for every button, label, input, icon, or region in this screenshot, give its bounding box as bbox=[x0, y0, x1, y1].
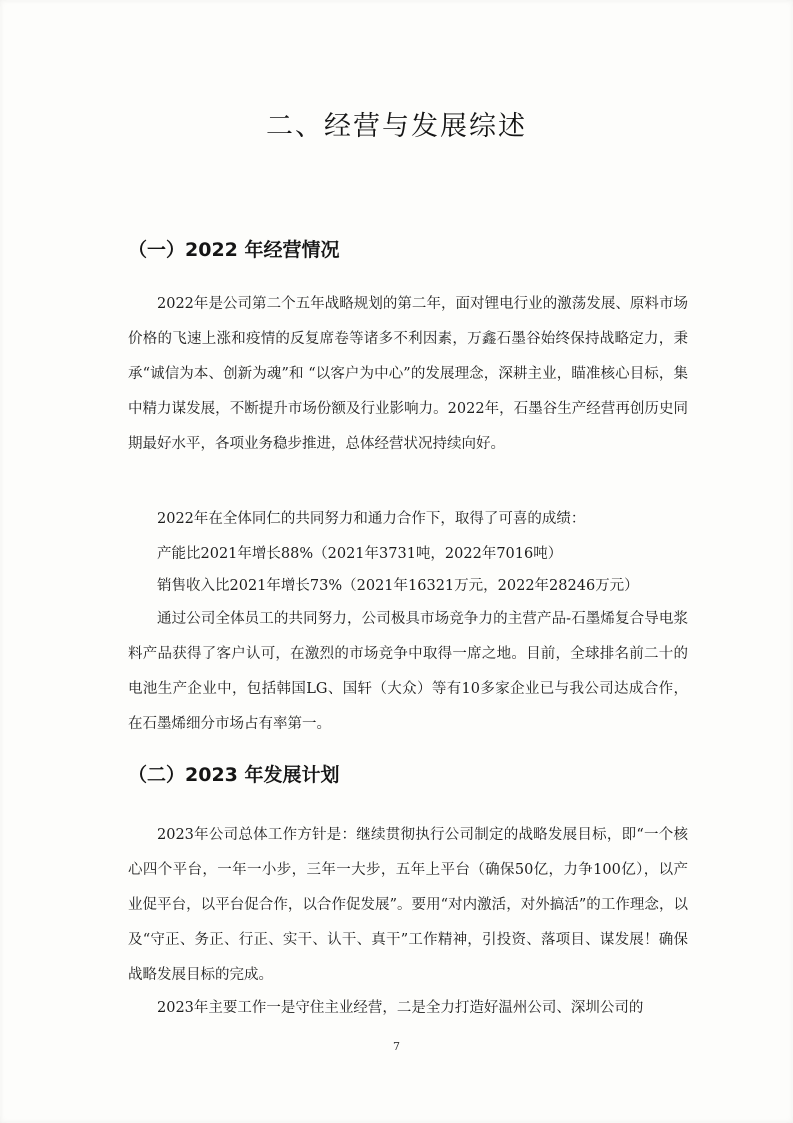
paragraph-capacity-growth: 产能比2021年增长88%（2021年3731吨，2022年7016吨） bbox=[157, 546, 563, 562]
paragraph-2023-policy: 2023年公司总体工作方针是：继续贯彻执行公司制定的战略发展目标，即“一个核心四个平台，一年一小步，三年一大步，五年上平台（确保50亿，力争100亿），以产业促平台，以平台促合作，以合作促发展”。要用“对内激活，对外搞活”的工作理念，以及“守正、务正、行正、实干、认干、真干”工作精神，引投资、落项目、谋发展！确保战略发展目标的完成。 bbox=[128, 827, 688, 983]
section-heading-2023: （二）2023 年发展计划 bbox=[128, 764, 340, 786]
page-title: 二、经营与发展综述 bbox=[266, 111, 527, 142]
paragraph-achievements-intro: 2022年在全体同仁的共同努力和通力合作下，取得了可喜的成绩： bbox=[157, 511, 586, 527]
paragraph-2022-overview: 2022年是公司第二个五年战略规划的第二年，面对锂电行业的激荡发展、原料市场价格的飞速上涨和疫情的反复席卷等诸多不利因素，万鑫石墨谷始终保持战略定力，秉承“诚信为本、创新为魂”和 “以客户为中心”的发展理念，深耕主业，瞄准核心目标，集中精力谋发展，不断提升市场份额及行业影响力。2022年，石墨谷生产经营再创历史同期最好水平，各项业务稳步推进，总体经营状况持续向好。 bbox=[128, 296, 688, 452]
paragraph-2023-main-work: 2023年主要工作一是守住主业经营，二是全力打造好温州公司、深圳公司的 bbox=[157, 1000, 644, 1016]
paragraph-market-position: 通过公司全体员工的共同努力，公司极具市场竞争力的主营产品-石墨烯复合导电浆料产品获得了客户认可，在激烈的市场竞争中取得一席之地。目前，全球排名前二十的电池生产企业中，包括韩国LG、国轩（大众）等有10多家企业已与我公司达成合作，在石墨烯细分市场占有率第一。 bbox=[128, 611, 688, 732]
page-number: 7 bbox=[393, 1040, 400, 1053]
section-heading-2022: （一）2022 年经营情况 bbox=[128, 239, 340, 261]
paragraph-revenue-growth: 销售收入比2021年增长73%（2021年16321万元，2022年28246万元） bbox=[157, 578, 639, 594]
